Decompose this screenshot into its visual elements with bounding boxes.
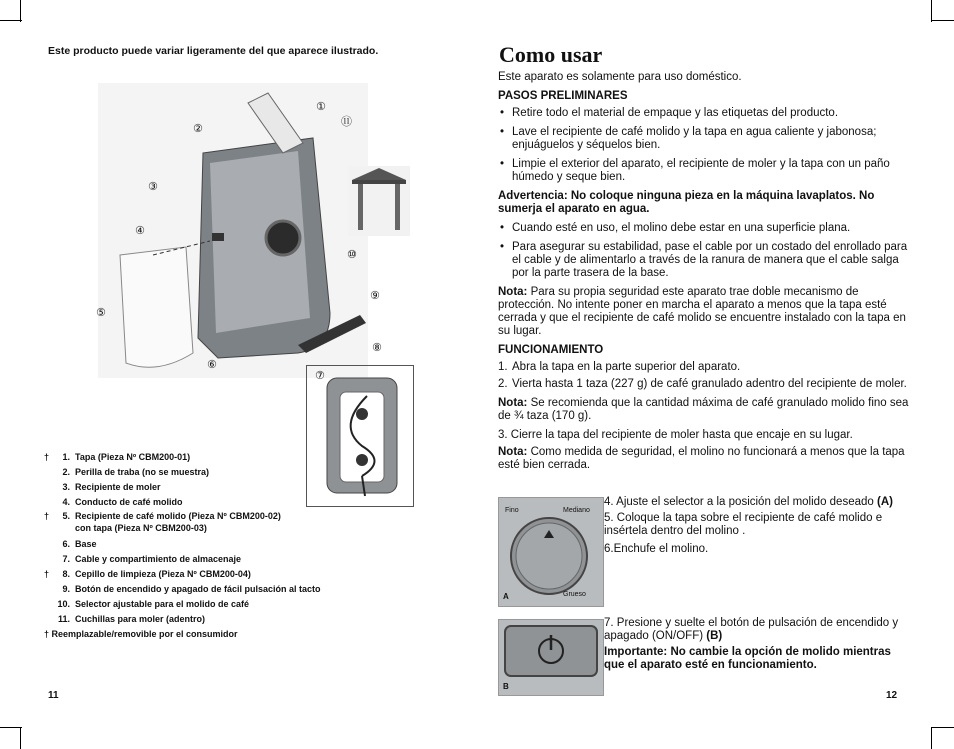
numbered-item: 2. Vierta hasta 1 taza (227 g) de café granulado adentro del recipiente de moler.: [498, 378, 907, 390]
steps-7: [604, 617, 904, 672]
parts-item: 10. Selector ajustable para el molido de café: [57, 599, 250, 609]
illustration-note: Este producto puede variar ligeramente del que aparece ilustrado.: [48, 45, 379, 57]
power-button-panel: [498, 619, 604, 696]
callout-11: ⑪: [341, 115, 352, 128]
callout-9: ⑨: [370, 289, 380, 302]
page-title: Como usar: [499, 42, 603, 67]
cord-storage-drawing: [307, 366, 413, 506]
grind-dial-drawing: [499, 498, 603, 606]
numbered-item: 1. Abra la tapa en la parte superior del aparato.: [498, 361, 741, 373]
note-safety: Nota: Para su propia seguridad este aparato trae doble mecanismo de protección. No intente poner en marcha el aparato a menos que la tapa esté cerrada y que el recipiente de café molido se encuentre instalado con la tapa en su lugar.: [498, 286, 906, 337]
parts-item: 9. Botón de encendido y apagado de fácil pulsación al tacto: [62, 584, 321, 594]
parts-item: † 5. Recipiente de café molido (Pieza Nº CBM200-02): [44, 511, 281, 521]
note-quantity: Nota: Se recomienda que la cantidad máxima de café granulado molido fino sea de ¾ taza (170 g).: [498, 397, 909, 422]
cord-storage-box: [306, 365, 414, 507]
callout-7: ⑦: [315, 369, 325, 382]
panel-a-label: A: [503, 592, 509, 601]
callout-6: ⑥: [207, 358, 217, 371]
steps-4-6: [604, 496, 904, 556]
coarse-label: Grueso: [563, 591, 586, 598]
step-4: 4. Ajuste el selector a la posición del molido deseado (A): [604, 496, 893, 508]
step-7: 7. Presione y suelte el botón de pulsación de encendido y apagado (ON/OFF) (B): [604, 617, 899, 642]
fine-label: Fino: [505, 507, 519, 514]
bullet-item: • Cuando esté en uso, el molino debe estar en una superficie plana.: [498, 222, 913, 235]
parts-footer: † Reemplazable/removible por el consumidor: [44, 629, 238, 639]
parts-item: 11. Cuchillas para moler (adentro): [57, 614, 206, 624]
callout-3: ③: [148, 180, 158, 193]
parts-item: † 1. Tapa (Pieza Nº CBM200-01): [44, 452, 191, 462]
grind-selector-panel: [498, 497, 604, 607]
bullet-item: • Retire todo el material de empaque y las etiquetas del producto.: [498, 107, 913, 120]
parts-item: con tapa (Pieza Nº CBM200-03): [75, 523, 207, 533]
parts-item: 2. Perilla de traba (no se muestra): [62, 467, 210, 477]
section-heading-funcionamiento: FUNCIONAMIENTO: [498, 344, 604, 356]
note-lid: Nota: Como medida de seguridad, el molino no funcionará a menos que la tapa esté bien cerrada.: [498, 446, 905, 471]
callout-8: ⑧: [372, 341, 382, 354]
callout-4: ④: [135, 224, 145, 237]
bullet-item: • Limpie el exterior del aparato, el recipiente de moler y la tapa con un paño húmedo y seque bien.: [498, 158, 913, 184]
callout-1: ①: [316, 100, 326, 113]
callout-10: ⑩: [347, 248, 357, 261]
power-button-drawing: [499, 620, 603, 695]
blade-diagram: [348, 166, 410, 236]
bullet-item: • Lave el recipiente de café molido y la tapa en agua caliente y jabonosa; enjuáguelos y séquelos bien.: [498, 126, 913, 152]
step-5: 5. Coloque la tapa sobre el recipiente de café molido e insértela dentro del molino .: [604, 512, 883, 537]
callout-2: ②: [193, 122, 203, 135]
instructions-body: [498, 71, 913, 478]
callout-5: ⑤: [96, 306, 106, 319]
intro-text: Este aparato es solamente para uso doméstico.: [498, 71, 742, 83]
parts-item: 7. Cable y compartimiento de almacenaje: [62, 554, 242, 564]
section-heading-pasos: PASOS PRELIMINARES: [498, 90, 628, 102]
step-6: 6.Enchufe el molino.: [604, 543, 709, 555]
panel-b-label: B: [503, 682, 509, 691]
bullet-item: • Para asegurar su estabilidad, pase el cable por un costado del enrollado para el cable y de alimentarlo a través de la ranura de manera que el cable salga por la parte trasera de la base.: [498, 241, 913, 280]
step-3: 3. Cierre la tapa del recipiente de moler hasta que encaje en su lugar.: [498, 429, 853, 441]
warning-text: Advertencia: No coloque ninguna pieza en la máquina lavaplatos. No sumerja el aparato en agua.: [498, 190, 875, 215]
important-note: Importante: No cambie la opción de molido mientras que el aparato esté en funcionamiento.: [604, 646, 891, 671]
medium-label: Mediano: [563, 507, 590, 514]
parts-item: † 8. Cepillo de limpieza (Pieza Nº CBM200-04): [44, 569, 251, 579]
right-page: [477, 0, 954, 749]
parts-list: [44, 450, 321, 642]
page-number: 12: [886, 690, 898, 701]
parts-item: 6. Base: [62, 539, 97, 549]
parts-item: 4. Conducto de café molido: [62, 497, 183, 507]
page-number: 11: [48, 690, 59, 701]
parts-item: 3. Recipiente de moler: [62, 482, 161, 492]
